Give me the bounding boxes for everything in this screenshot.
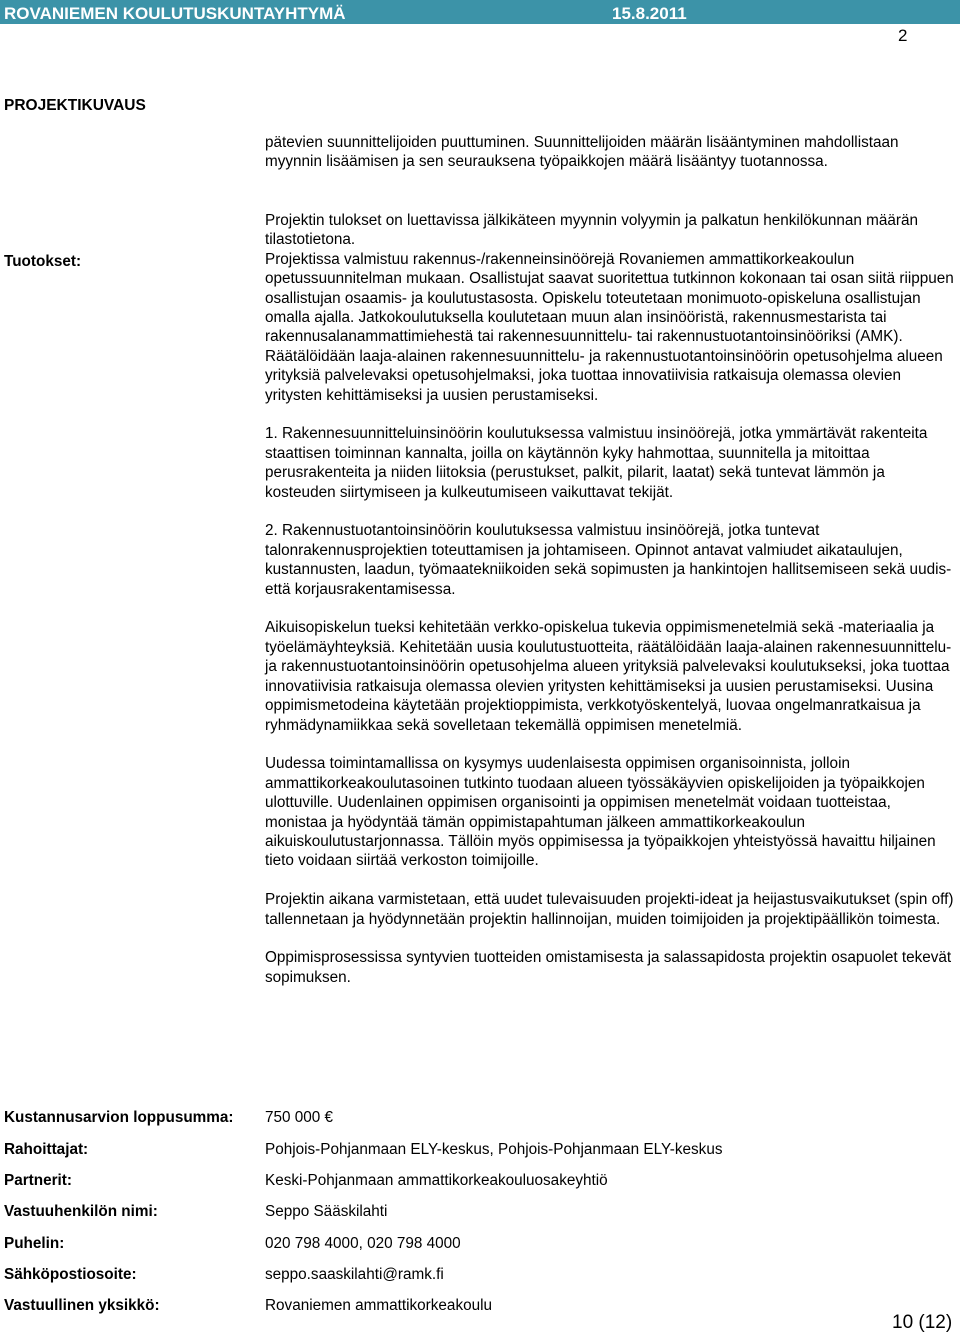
responsible-person-value: Seppo Sääskilahti — [265, 1203, 388, 1220]
email-label: Sähköpostiosoite: — [4, 1266, 137, 1283]
responsible-person-label: Vastuuhenkilön nimi: — [4, 1203, 158, 1220]
partners-label: Partnerit: — [4, 1172, 72, 1189]
footer-page-number: 10 (12) — [892, 1312, 953, 1333]
outcomes-section — [265, 211, 955, 987]
budget-value: 750 000 € — [265, 1109, 334, 1126]
responsible-unit-value: Rovaniemen ammattikorkeakoulu — [265, 1297, 493, 1314]
outcomes-paragraph-2: Projektissa valmistuu rakennus-/rakenneinsinöörejä Rovaniemen ammattikorkeakoulun opetussuunnitelman mukaan. Osallistujat saavat suoritettua tutkinnon kokonaan tai osan siitä riippuen osallistujan osaamis- ja koulutustasosta. Opiskelu toteutetaan monimuoto-opiskeluna osallistujan omalla ajalla. Jatkokoulutuksella koulutetaan muun alan insinööristä, rakennusmestarista tai rakennusalanammattimiehestä tai rakennesuunnittelu- tai rakennustuotantoinsinööriksi (AMK). Räätälöidään laaja-alainen rakennesuunnittelu- ja rakennustuotantoinsinöörin opetusohjelma alueen yrityksiä palvelevaksi opetusohjelmaksi, joka tuottaa innovatiivisia ratkaisuja olemassa olevien yritysten kehittämiseksi ja uusien perustamiseksi. — [265, 250, 954, 404]
partners-value: Keski-Pohjanmaan ammattikorkeakouluosakeyhtiö — [265, 1172, 608, 1189]
phone-label: Puhelin: — [4, 1235, 65, 1252]
header-bar — [0, 0, 960, 24]
document-date: 15.8.2011 — [612, 4, 687, 23]
outcomes-paragraph-6: Uudessa toimintamallissa on kysymys uudenlaisesta oppimisen organisoinnista, jolloin ammattikorkeakoulutasoinen tutkinto tuodaan alueen työssäkäyvien opiskelijoiden ja työpaikkojen ulottuville. Uudenlainen oppimisen organisointi ja oppimisen menetelmät voidaan tuotteistaa, monistaa ja hyödyntää tämän oppimistapahtuman jälkeen ammattikorkeakoulun aikuiskoulutustarjonnassa. Tällöin myös oppimisessa ja työpaikkojen yhteistyössä havaittu hiljainen tieto voidaan siirtää verkoston toimijoille. — [265, 755, 936, 870]
budget-label: Kustannusarvion loppusumma: — [4, 1109, 234, 1126]
outcomes-paragraph-7: Projektin aikana varmistetaan, että uudet tulevaisuuden projekti-ideat ja heijastusvaikutukset (spin off) tallennetaan ja hyödynnetään projektin hallinnoijan, muiden toimijoiden ja projektipäällikön toimesta. — [265, 891, 954, 928]
funders-value: Pohjois-Pohjanmaan ELY-keskus, Pohjois-Pohjanmaan ELY-keskus — [265, 1141, 723, 1158]
intro-section — [265, 133, 955, 172]
outcomes-label: Tuotokset: — [4, 253, 82, 270]
outcomes-paragraph-3: 1. Rakennesuunnitteluinsinöörin koulutuksessa valmistuu insinöörejä, jotka ymmärtävät rakenteita staattisen toiminnan kannalta, joilla on käytännön kyky hahmottaa, suunnitella ja mitoittaa perusrakenteita ja niiden liitoksia (perustukset, palkit, pilarit, laatat) sekä tuntevat lämmön ja kosteuden siirtymiseen ja kulkeutumiseen vaikuttavat tekijät. — [265, 425, 928, 501]
phone-value: 020 798 4000, 020 798 4000 — [265, 1235, 461, 1252]
outcomes-paragraph-5: Aikuisopiskelun tueksi kehitetään verkko-opiskelua tukevia oppimismenetelmiä sekä -materiaalia ja työelämäyhteyksiä. Kehitetään uusia koulutustuotteita, räätälöidään laaja-alainen rakennesuunnittelu- ja rakennustuotantoinsinöörin opetusohjelma alueen yrityksiä palvelevaksi koulutukseksi, joka tuottaa innovatiivisia ratkaisuja olemassa olevien yritysten kehittämiseksi ja uusien perustamiseksi. Uusina oppimismetodeina käytetään projektioppimista, verkkotyöskentelyä, luovaa ongelmanratkaisua ja ryhmädynamiikkaa sekä sovelletaan tekemällä oppimisen menetelmiä. — [265, 619, 952, 734]
funders-label: Rahoittajat: — [4, 1141, 89, 1158]
header-page-number: 2 — [898, 26, 908, 45]
responsible-unit-label: Vastuullinen yksikkö: — [4, 1297, 160, 1314]
page-title: PROJEKTIKUVAUS — [4, 97, 146, 114]
intro-paragraph: pätevien suunnittelijoiden puuttuminen. Suunnittelijoiden määrän lisääntyminen mahdollistaan myynnin lisäämisen ja sen seurauksena työpaikkojen määrä lisääntyy tuotannossa. — [265, 134, 899, 171]
outcomes-paragraph-4: 2. Rakennustuotantoinsinöörin koulutuksessa valmistuu insinöörejä, jotka tuntevat talonrakennusprojektien toteuttamisen ja johtamiseen. Opinnot antavat valmiudet aikataulujen, kustannusten, laadun, työmaatekniikoiden sekä sopimusten ja hankintojen hallitsemiseen sekä uudis- että korjausrakentamisessa. — [265, 522, 952, 598]
outcomes-paragraph-1: Projektin tulokset on luettavissa jälkikäteen myynnin volyymin ja palkatun henkilökunnan määrän tilastotietona. — [265, 212, 919, 249]
email-value: seppo.saaskilahti@ramk.fi — [265, 1266, 444, 1283]
outcomes-paragraph-8: Oppimisprosessissa syntyvien tuotteiden omistamisesta ja salassapidosta projektin osapuolet tekevät sopimuksen. — [265, 949, 952, 986]
organization-name: ROVANIEMEN KOULUTUSKUNTAYHTYMÄ — [4, 4, 346, 23]
